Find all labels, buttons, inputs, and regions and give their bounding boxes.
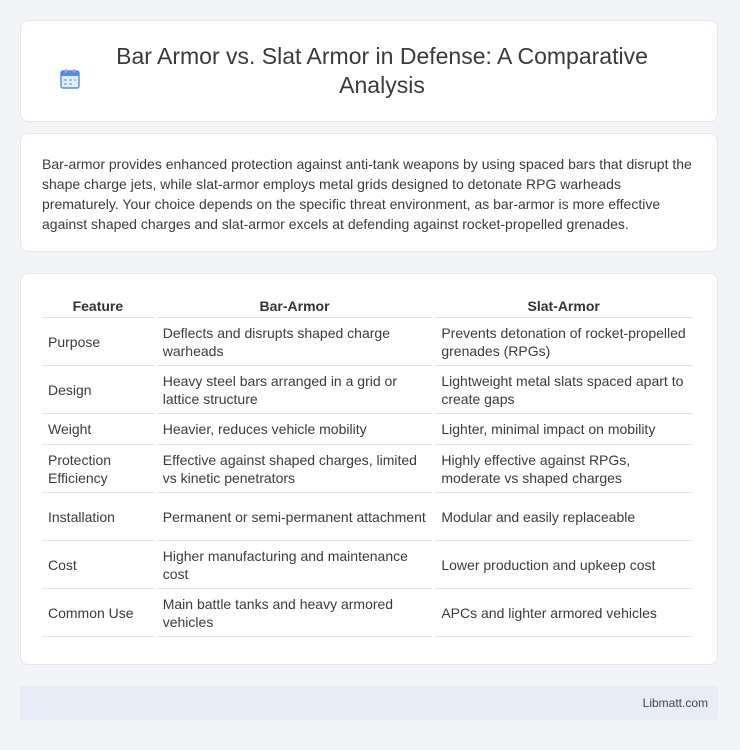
page-title: Bar Armor vs. Slat Armor in Defense: A Comparative Analysis	[116, 43, 648, 98]
slat-armor-cell: Lightweight metal slats spaced apart to create gaps	[435, 366, 692, 414]
feature-cell: Purpose	[42, 318, 154, 366]
feature-cell: Protection Efficiency	[42, 445, 154, 493]
title-wrap	[59, 42, 679, 100]
footer	[20, 686, 718, 720]
intro-card	[20, 133, 718, 252]
table-row	[42, 541, 692, 589]
slat-armor-cell: APCs and lighter armored vehicles	[435, 589, 692, 637]
bar-armor-cell: Main battle tanks and heavy armored vehicles	[157, 589, 433, 637]
table-row	[42, 589, 692, 637]
table-row	[42, 493, 692, 541]
table-row	[42, 318, 692, 366]
slat-armor-cell: Highly effective against RPGs, moderate vs shaped charges	[435, 445, 692, 493]
comparison-table	[39, 294, 695, 637]
calendar-icon	[59, 68, 81, 90]
feature-cell: Installation	[42, 493, 154, 541]
table-row	[42, 366, 692, 414]
feature-cell: Common Use	[42, 589, 154, 637]
table-row	[42, 445, 692, 493]
header-feature: Feature	[42, 294, 154, 318]
header-slat-armor: Slat-Armor	[435, 294, 692, 318]
feature-cell: Cost	[42, 541, 154, 589]
bar-armor-cell: Deflects and disrupts shaped charge warheads	[157, 318, 433, 366]
feature-cell: Weight	[42, 414, 154, 445]
footer-link[interactable]: Libmatt.com	[642, 696, 708, 710]
slat-armor-cell: Lower production and upkeep cost	[435, 541, 692, 589]
bar-armor-cell: Effective against shaped charges, limited vs kinetic penetrators	[157, 445, 433, 493]
slat-armor-cell: Lighter, minimal impact on mobility	[435, 414, 692, 445]
intro-text: Bar-armor provides enhanced protection against anti-tank weapons by using spaced bars that disrupt the shape charge jets, while slat-armor employs metal grids designed to detonate RPG warheads prematurely. Your choice depends on the specific threat environment, as bar-armor is more effective against shaped charges and slat-armor excels at defending against rocket-propelled grenades.	[42, 156, 692, 232]
bar-armor-cell: Heavy steel bars arranged in a grid or lattice structure	[157, 366, 433, 414]
bar-armor-cell: Higher manufacturing and maintenance cost	[157, 541, 433, 589]
feature-cell: Design	[42, 366, 154, 414]
header-bar-armor: Bar-Armor	[157, 294, 433, 318]
bar-armor-cell: Permanent or semi-permanent attachment	[157, 493, 433, 541]
slat-armor-cell: Prevents detonation of rocket-propelled grenades (RPGs)	[435, 318, 692, 366]
table-card	[20, 273, 718, 665]
table-row	[42, 414, 692, 445]
bar-armor-cell: Heavier, reduces vehicle mobility	[157, 414, 433, 445]
header-card	[20, 20, 718, 122]
table-header-row	[42, 294, 692, 318]
slat-armor-cell: Modular and easily replaceable	[435, 493, 692, 541]
